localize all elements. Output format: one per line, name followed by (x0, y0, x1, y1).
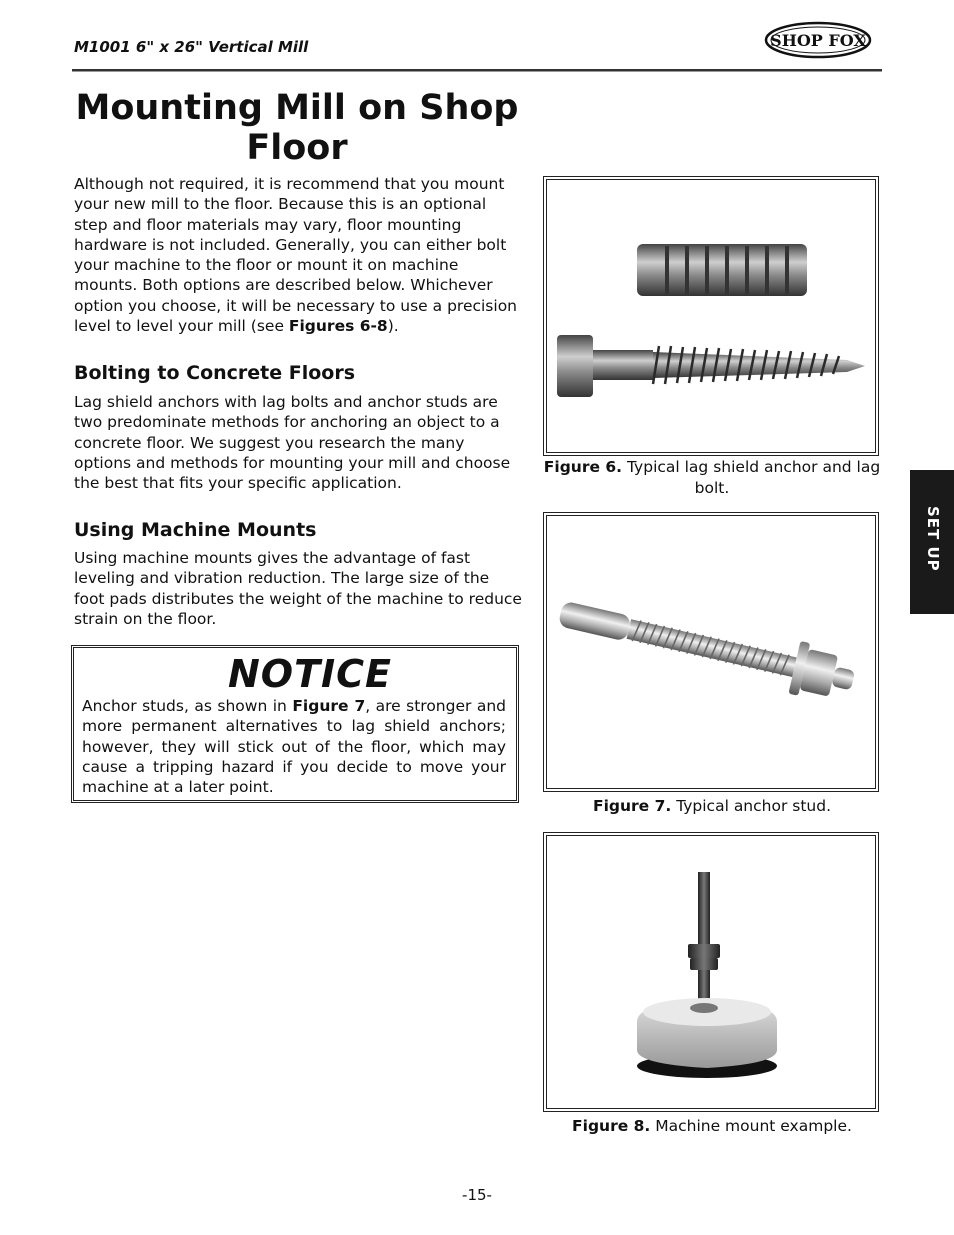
notice-body: Anchor studs, as shown in Figure 7, are stronger and more permanent alternatives to lag shield anchors; however, they will stick out of the floor, which may cause a tripping hazard if you decide to move your machine at a later point. (82, 697, 506, 797)
header-title: M1001 6" x 26" Vertical Mill (74, 38, 309, 56)
anchor-stud-image (547, 516, 875, 788)
figure-6-caption: Figure 6. Typical lag shield anchor and lag bolt. (543, 458, 881, 497)
figure-7-caption: Figure 7. Typical anchor stud. (592, 797, 832, 815)
section-tab-setup: SET UP (910, 470, 954, 614)
figure-8-frame (543, 832, 879, 1112)
lag-shield-anchor-image (547, 180, 875, 452)
shop-fox-logo (764, 20, 872, 60)
logo-text: SHOP FOX (770, 31, 866, 50)
mounts-paragraph: Using machine mounts gives the advantage of fast leveling and vibration reduction. The large size of the foot pads distributes the weight of the machine to reduce strain on the floor. (74, 549, 522, 628)
page-number: -15- (462, 1186, 492, 1204)
heading-machine-mounts: Using Machine Mounts (74, 519, 317, 541)
page-title: Mounting Mill on Shop Floor (75, 88, 519, 168)
header-divider (72, 69, 882, 72)
bolting-paragraph: Lag shield anchors with lag bolts and anchor studs are two predominate methods for anchoring an object to a concrete floor. We suggest you research the many options and methods for mounting your mill and choose the best that fits your specific application. (74, 393, 511, 493)
machine-mount-image (547, 836, 875, 1108)
figure-6-frame (543, 176, 879, 456)
notice-title: NOTICE (228, 652, 393, 696)
figure-8-caption: Figure 8. Machine mount example. (572, 1117, 852, 1135)
heading-bolting: Bolting to Concrete Floors (74, 362, 356, 384)
figure-7-frame (543, 512, 879, 792)
figures-reference: Figures 6-8 (288, 317, 388, 336)
notice-box (71, 645, 519, 803)
figure-7-reference: Figure 7 (292, 697, 366, 715)
intro-paragraph: Although not required, it is recommend that you mount your new mill to the floor. Because this is an optional step and floor materials may vary, floor mounting hardware is not included. Generally, you can either bolt your machine to the floor or mount it on machine mounts. Both options are described below. Whichever option you choose, it will be necessary to use a precision level to level your mill (see Figures 6-8). (74, 175, 517, 336)
